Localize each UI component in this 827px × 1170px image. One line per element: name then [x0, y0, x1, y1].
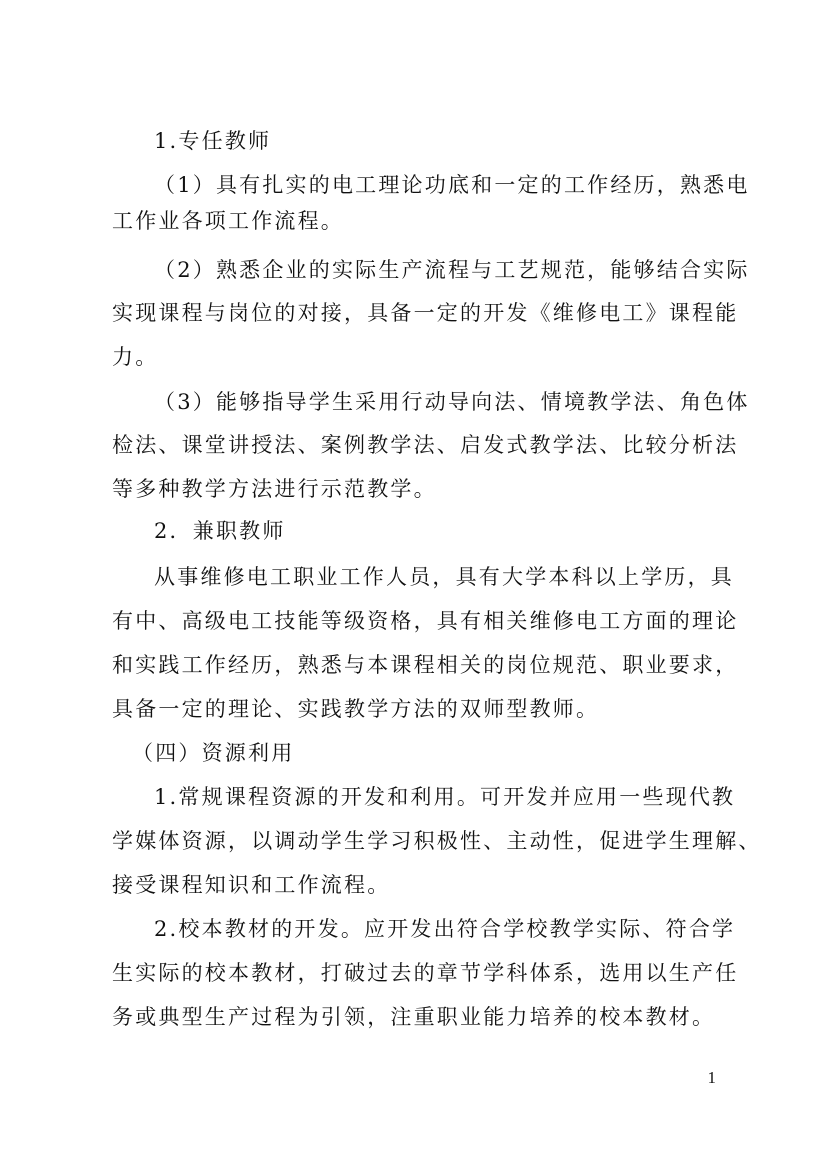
paragraph-line: 实现课程与岗位的对接，具备一定的开发《维修电工》课程能: [112, 301, 739, 325]
paragraph-line: （3）能够指导学生采用行动导向法、情境教学法、角色体: [154, 390, 750, 414]
paragraph-line: 力。: [112, 345, 159, 369]
paragraph-line: （2）熟悉企业的实际生产流程与工艺规范，能够结合实际: [154, 258, 750, 282]
paragraph-line: 和实践工作经历，熟悉与本课程相关的岗位规范、职业要求，: [112, 653, 739, 677]
paragraph-line: 从事维修电工职业工作人员，具有大学本科以上学历，具: [154, 565, 734, 589]
paragraph-line: 2.校本教材的开发。应开发出符合学校教学实际、符合学: [154, 917, 736, 941]
paragraph-line: 学媒体资源，以调动学生学习积极性、主动性，促进学生理解、: [112, 829, 762, 853]
section-heading-resource-use: （四）资源利用: [132, 741, 295, 765]
paragraph-line: 有中、高级电工技能等级资格，具有相关维修电工方面的理论: [112, 609, 739, 633]
paragraph-line: 接受课程知识和工作流程。: [112, 873, 391, 897]
paragraph-line: 工作业各项工作流程。: [112, 209, 344, 233]
paragraph-line: 检法、课堂讲授法、案例教学法、启发式教学法、比较分析法: [112, 433, 739, 457]
paragraph-line: 生实际的校本教材，打破过去的章节学科体系，选用以生产任: [112, 961, 739, 985]
paragraph-line: 1.常规课程资源的开发和利用。可开发并应用一些现代教: [154, 785, 736, 809]
page-number: 1: [707, 1068, 716, 1087]
paragraph-line: 等多种教学方法进行示范教学。: [112, 477, 437, 501]
paragraph-line: 务或典型生产过程为引领，注重职业能力培养的校本教材。: [112, 1005, 716, 1029]
paragraph-line: 具备一定的理论、实践教学方法的双师型教师。: [112, 697, 600, 721]
heading-part-time-teachers: 2．兼职教师: [154, 519, 286, 543]
paragraph-line: （1）具有扎实的电工理论功底和一定的工作经历，熟悉电: [154, 173, 750, 197]
heading-full-time-teachers: 1.专任教师: [154, 129, 272, 153]
